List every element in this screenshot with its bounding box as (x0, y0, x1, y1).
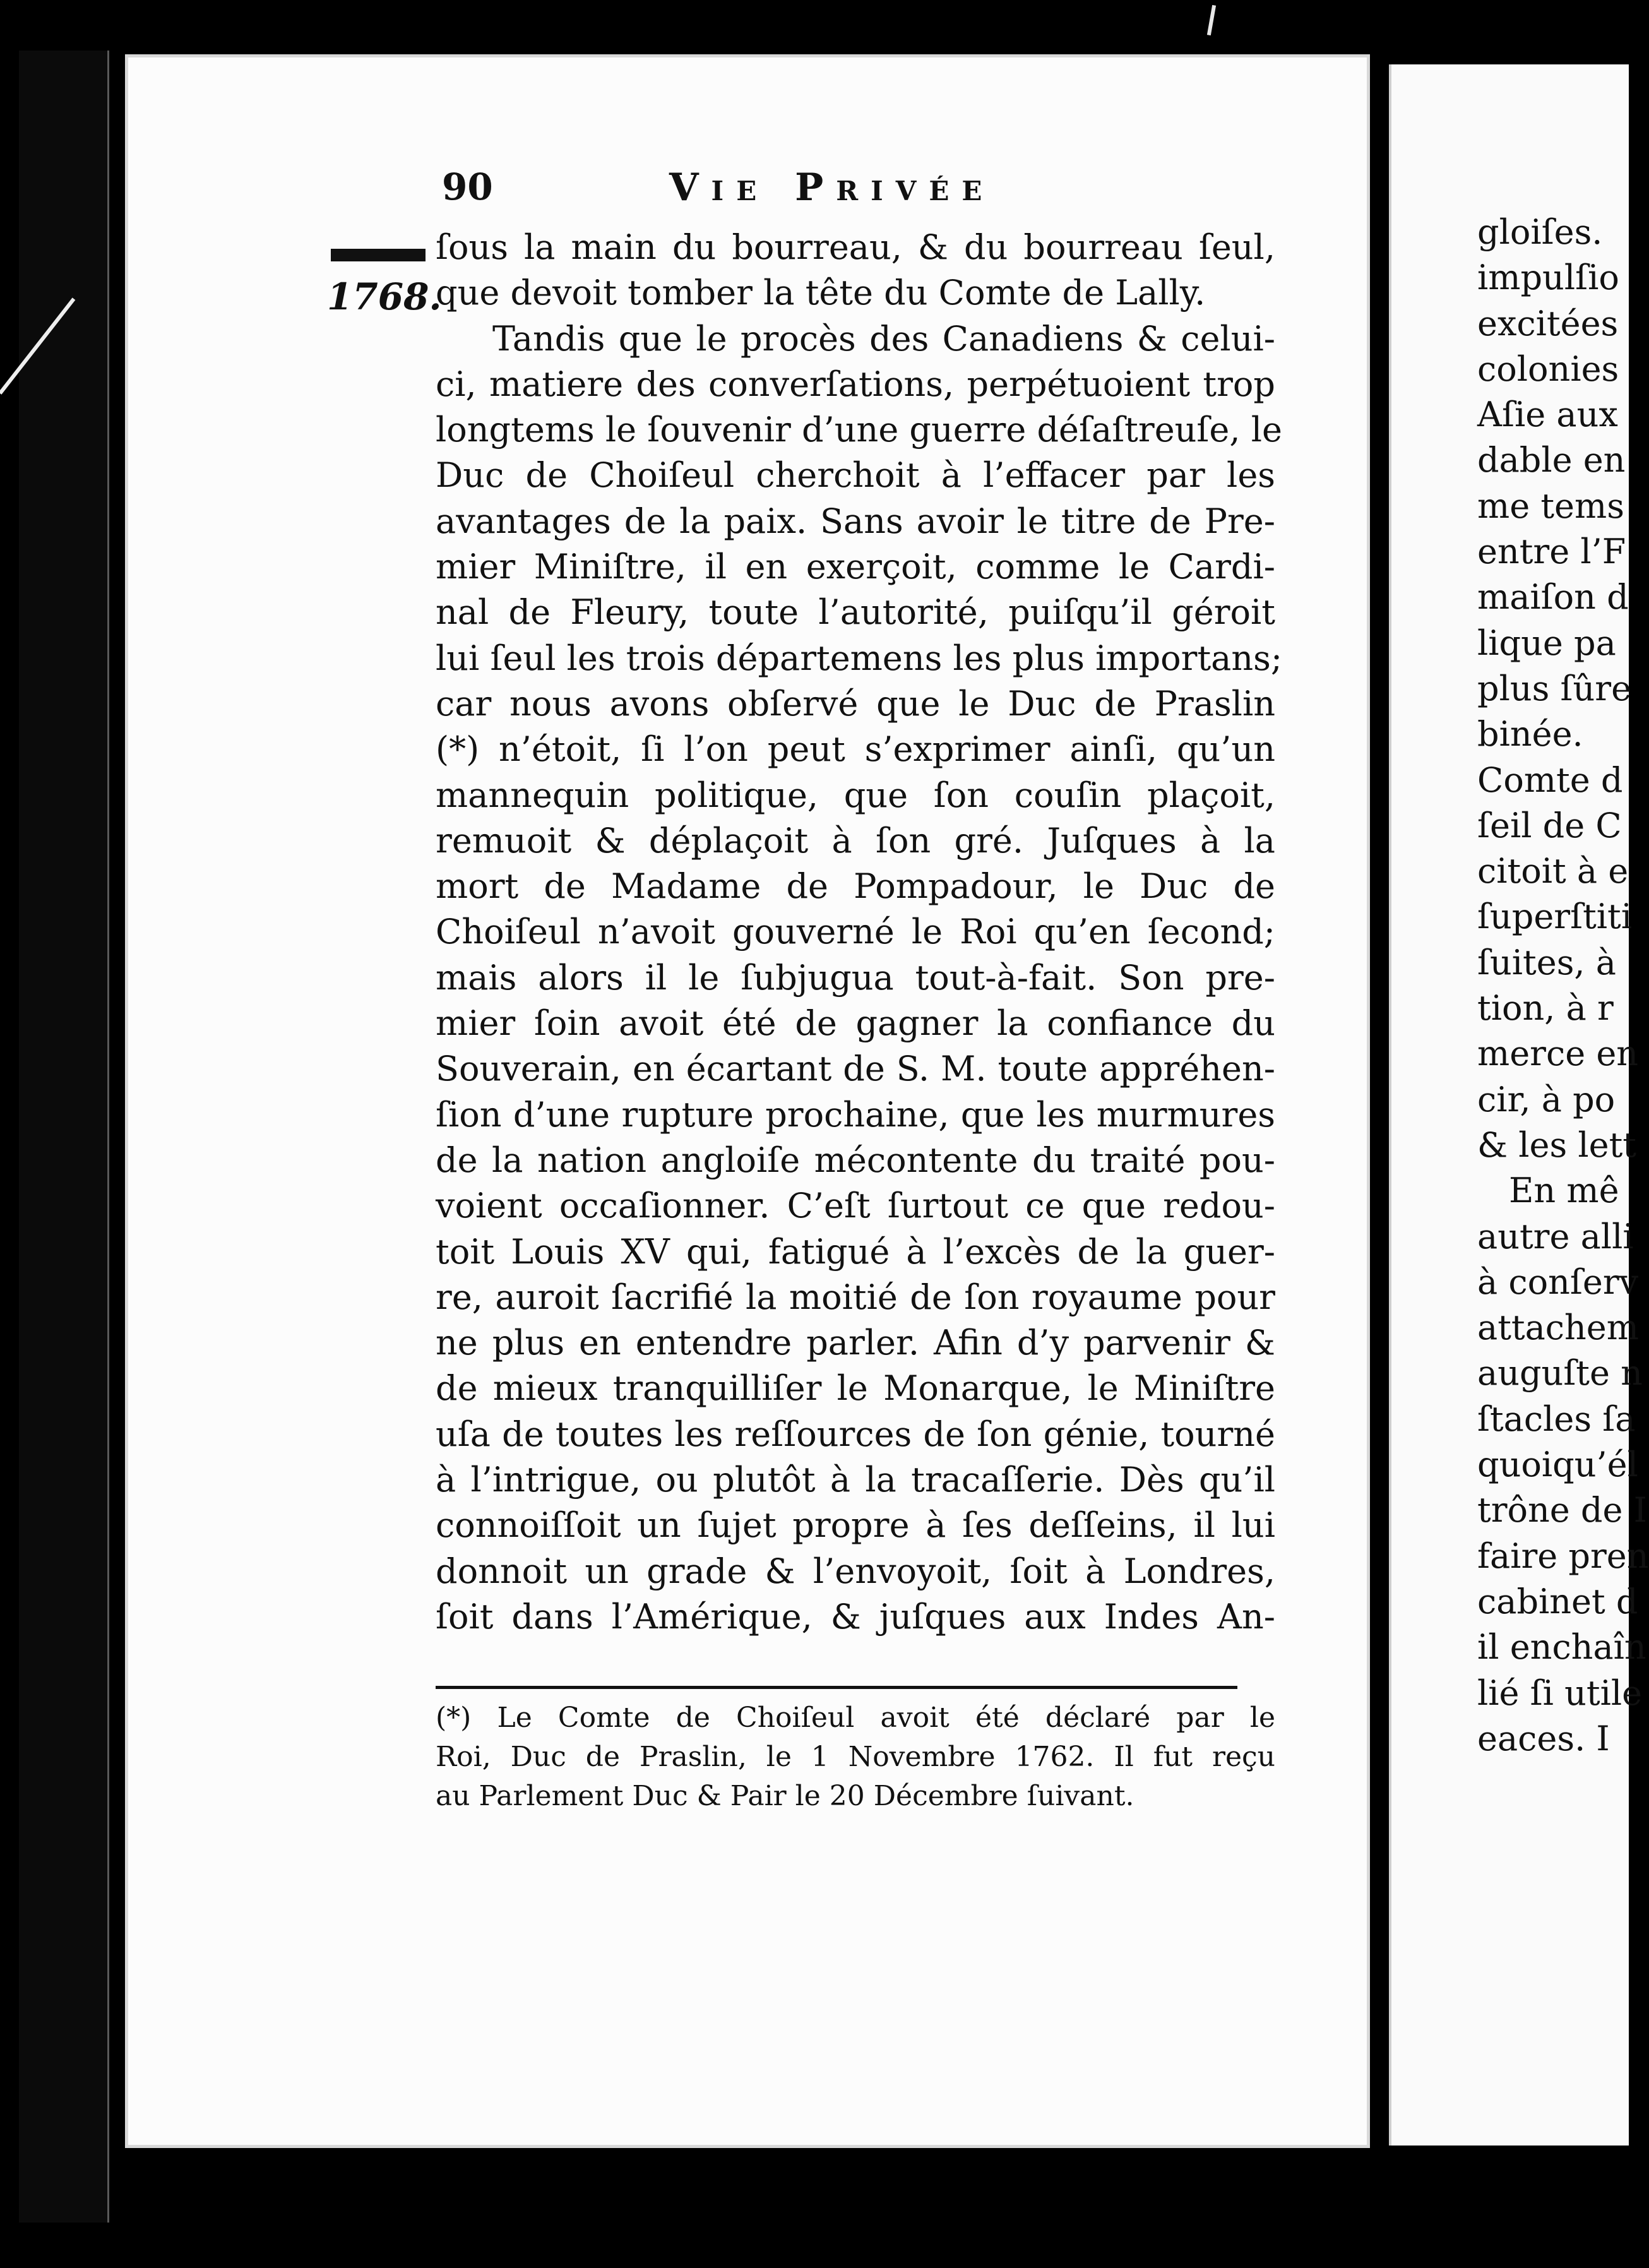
right-text-line: ſtacles ſa (1477, 1399, 1636, 1439)
right-text-line: me tems (1477, 486, 1624, 526)
text-line: voient occaſionner. C’eſt ſurtout ce que redou- (436, 1186, 1275, 1226)
body-text (436, 225, 1283, 1640)
text-line: mier Miniſtre, il en exerçoit, comme le Cardi- (436, 547, 1275, 587)
text-line: car nous avons obſervé que le Duc de Praslin (436, 683, 1275, 724)
right-text-line: eaces. I (1477, 1718, 1610, 1758)
right-text-line: & les lett (1477, 1125, 1636, 1165)
footnote (436, 1698, 1275, 1816)
text-line: longtems le ſouvenir d’une guerre déſaſtreuſe, le (436, 410, 1282, 450)
text-line: Duc de Choiſeul cherchoit à l’effacer par les (436, 455, 1275, 496)
right-text-line: entre l’F (1477, 532, 1626, 572)
text-line: (*) n’étoit, ſi l’on peut s’exprimer ainſi, qu’un (436, 729, 1275, 770)
footnote-line: (*) Le Comte de Choiſeul avoit été déclaré par le (436, 1702, 1275, 1734)
text-line: connoiſſoit un ſujet propre à ſes deſſeins, il lui (436, 1505, 1275, 1546)
text-line: ſous la main du bourreau, & du bourreau ſeul, (436, 227, 1275, 267)
text-line: donnoit un grade & l’envoyoit, ſoit à Londres, (436, 1551, 1275, 1591)
page-number: 90 (442, 165, 493, 208)
footnote-line: Roi, Duc de Praslin, le 1 Novembre 1762. Il fut reçu (436, 1741, 1275, 1773)
text-line: de mieux tranquilliſer le Monarque, le Miniſtre (436, 1368, 1275, 1409)
right-text-line: gloiſes. (1477, 212, 1603, 252)
right-text-line: lié ſi utile (1477, 1673, 1643, 1713)
text-line: ſoit dans l’Amérique, & juſques aux Indes An- (436, 1596, 1275, 1637)
text-line: de la nation angloiſe mécontente du traité pou- (436, 1140, 1275, 1180)
right-text-line: attachem (1477, 1308, 1639, 1348)
right-text-line: merce en (1477, 1034, 1639, 1074)
text-line: lui ſeul les trois départemens les plus importans; (436, 638, 1283, 678)
book-gutter (1370, 38, 1389, 2185)
right-text-line: plus ſûre (1477, 668, 1632, 708)
right-text-line: tion, à r (1477, 988, 1614, 1029)
right-text-line: Comte d (1477, 760, 1623, 800)
footnote-line: au Parlement Duc & Pair le 20 Décembre ſuivant. (436, 1780, 1134, 1812)
right-text-line: lique pa (1477, 623, 1616, 663)
text-line: mier ſoin avoit été de gagner la confiance du (436, 1003, 1275, 1044)
right-page-text (1477, 210, 1649, 1762)
right-text-line: auguſte n (1477, 1353, 1643, 1394)
text-line: Choiſeul n’avoit gouverné le Roi qu’en ſecond; (436, 912, 1275, 952)
text-line: re, auroit ſacrifié la moitié de ſon royaume pour (436, 1277, 1275, 1317)
right-text-line: ſuites, à (1477, 942, 1616, 982)
running-title: Vie Privée (669, 165, 995, 210)
text-line: ne plus en entendre parler. Afin d’y parvenir & (436, 1323, 1275, 1363)
text-line: mais alors il le ſubjugua tout-à-fait. Son pre- (436, 957, 1275, 998)
right-text-line: binée. (1477, 714, 1583, 755)
right-text-line: trône de I (1477, 1490, 1647, 1531)
right-text-line: ſuperſtiti (1477, 897, 1633, 937)
text-line: à l’intrigue, ou plutôt à la tracaſſerie. Dès qu’il (436, 1460, 1275, 1500)
right-text-line: cabinet d (1477, 1581, 1638, 1621)
right-text-line: dable en (1477, 440, 1626, 480)
text-line: Souverain, en écartant de S. M. toute appréhen- (436, 1049, 1275, 1089)
text-line: avantages de la paix. Sans avoir le titre de Pre- (436, 501, 1275, 541)
text-line: uſa de toutes les reſſources de ſon génie, tourné (436, 1414, 1275, 1454)
right-text-line: à conſerv (1477, 1262, 1639, 1302)
right-text-line: impulſio (1477, 258, 1619, 298)
right-text-line: autre alli (1477, 1216, 1634, 1256)
text-line: que devoit tomber la tête du Comte de Lally. (436, 273, 1206, 313)
text-line: ſion d’une rupture prochaine, que les murmures (436, 1094, 1275, 1135)
page-header (442, 165, 1263, 222)
text-line: Tandis que le procès des Canadiens & celui- (492, 318, 1275, 359)
book-edge (19, 51, 109, 2223)
text-line: mort de Madame de Pompadour, le Duc de (436, 866, 1275, 907)
right-text-line: il enchaîn (1477, 1627, 1646, 1668)
text-line: remuoit & déplaçoit à ſon gré. Juſques à la (436, 820, 1275, 861)
text-line: ci, matiere des converſations, perpétuoient trop (436, 364, 1275, 404)
right-text-line: quoiqu’él (1477, 1445, 1638, 1485)
right-text-line: citoit à e (1477, 851, 1629, 892)
text-line: mannequin politique, que ſon couſin plaçoit, (436, 775, 1275, 815)
right-text-line: En mê (1509, 1171, 1619, 1211)
text-line: nal de Fleury, toute l’autorité, puiſqu’il géroit (436, 592, 1275, 633)
right-text-line: maiſon d (1477, 577, 1629, 618)
right-text-line: cir, à po (1477, 1079, 1616, 1119)
margin-rule (331, 249, 426, 261)
right-text-line: faire pren (1477, 1536, 1649, 1576)
right-text-line: Aſie aux (1477, 395, 1618, 435)
footnote-rule (436, 1686, 1237, 1689)
right-text-line: ſeil de C (1477, 805, 1622, 845)
right-text-line: colonies (1477, 349, 1619, 389)
text-line: toit Louis XV qui, fatigué à l’excès de la guer- (436, 1231, 1275, 1272)
right-text-line: excitées (1477, 303, 1619, 343)
margin-year: 1768. (327, 275, 442, 318)
